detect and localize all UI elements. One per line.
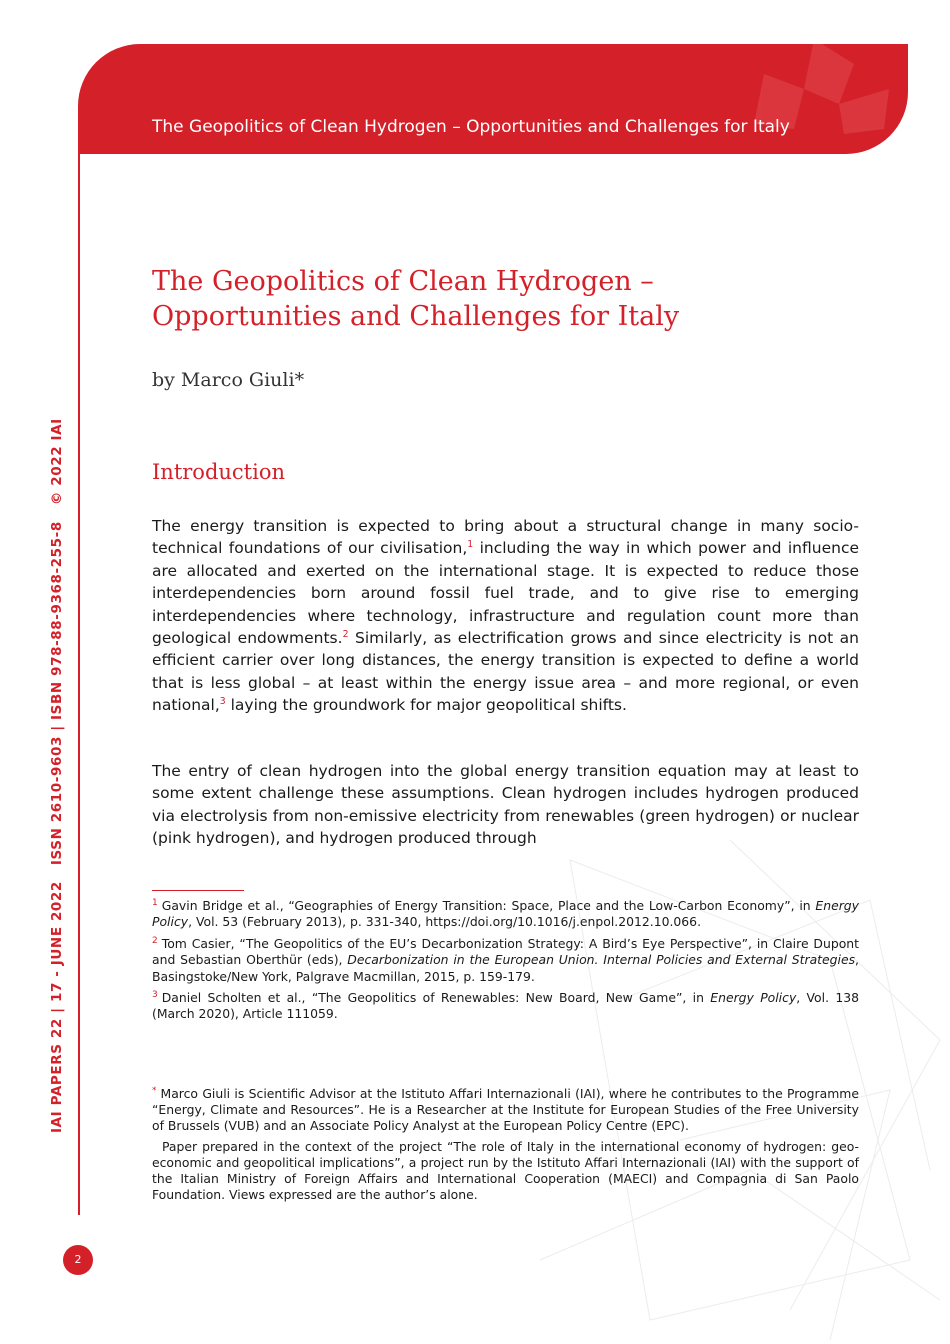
paragraph-2: The entry of clean hydrogen into the global energy transition equation may at least to some extent challenge these assumptions. Clean hydrogen includes hydrogen produced via electrolysis from non-emissive electricity from renewables (green hydrogen) or nuclear (pink hydrogen), and hydrogen produced through bbox=[152, 762, 859, 848]
footnotes bbox=[152, 898, 859, 1028]
running-header: The Geopolitics of Clean Hydrogen – Opportunities and Challenges for Italy bbox=[152, 117, 790, 137]
side-strip bbox=[49, 418, 71, 1133]
project-note: Paper prepared in the context of the project “The role of Italy in the international economy of hydrogen: geo-economic and geopolitical implications”, a project run by the Istituto Affari Internazionali (IAI) with the support of the Italian Ministry of Foreign Affairs and International Cooperation (MAECI) and Compagnia di San Paolo Foundation. Views expressed are the author’s alone. bbox=[152, 1138, 859, 1203]
article-title bbox=[152, 264, 752, 334]
text-run: including the way in which power and influence are allocated and exerted on the international stage. It is expected to reduce those interdependencies born around fossil fuel trade, and to give rise to emerging interdependencies where technology, infrastructure and regulation count more than geological endowments. bbox=[152, 539, 859, 648]
author-notes bbox=[152, 1086, 859, 1207]
footnote-number: 1 bbox=[152, 897, 158, 908]
issn-isbn: ISSN 2610-9603 | ISBN 978-88-9368-255-8 bbox=[49, 521, 65, 866]
series-info: IAI PAPERS 22 | 17 - JUNE 2022 bbox=[49, 881, 65, 1133]
footnote-text: , Vol. 138 (March 2020), Article 111059. bbox=[152, 990, 859, 1022]
author-bio-text: Marco Giuli is Scientific Advisor at the Istituto Affari Internazionali (IAI), where he contributes to the Programme “Energy, Climate and Resources”. He is a Researcher at the Institute for European Studies of the Free University of Brussels (VUB) and an Associate Policy Analyst at the European Policy Centre (EPC). bbox=[152, 1086, 859, 1134]
text-run: laying the groundwork for major geopolitical shifts. bbox=[225, 696, 627, 715]
copyright: © 2022 IAI bbox=[49, 418, 65, 506]
paragraph-1 bbox=[152, 515, 859, 717]
footnote-ref-2[interactable]: 2 bbox=[342, 628, 349, 640]
footnote-ref-1[interactable]: 1 bbox=[467, 539, 474, 551]
footnote-italic: Decarbonization in the European Union. Internal Policies and External Strategies bbox=[347, 952, 856, 968]
footnote-text: Daniel Scholten et al., “The Geopolitics of Renewables: New Board, New Game”, in bbox=[161, 990, 711, 1006]
author-bio bbox=[152, 1086, 859, 1135]
footnote-text: Tom Casier, “The Geopolitics of the EU’s Decarbonization Strategy: A Bird’s Eye Perspective”, in Claire Dupont and Sebastian Oberthür (eds), bbox=[152, 935, 859, 968]
footnote-italic: Energy Policy bbox=[710, 990, 797, 1006]
footnote-2 bbox=[152, 936, 859, 985]
text-run: The energy transition is expected to bring about a structural change in many socio-technical foundations of our civilisation, bbox=[152, 517, 859, 558]
page-number: 2 bbox=[63, 1245, 93, 1275]
section-heading: Introduction bbox=[152, 460, 285, 484]
header-banner bbox=[78, 44, 908, 154]
footnote-3 bbox=[152, 990, 859, 1023]
footnote-text: , Basingstoke/New York, Palgrave Macmillan, 2015, p. 159-179. bbox=[152, 952, 859, 984]
footnote-number: 3 bbox=[152, 989, 158, 1000]
title-line-2: Opportunities and Challenges for Italy bbox=[152, 301, 680, 332]
text-run: Similarly, as electrification grows and since electricity is not an efficient carrier over long distances, the energy transition is expected to define a world that is less global – at least within the energy issue area – and more regional, or even national, bbox=[152, 629, 859, 715]
footnote-ref-3[interactable]: 3 bbox=[219, 696, 226, 708]
footnote-divider bbox=[152, 890, 244, 891]
footnote-text: Gavin Bridge et al., “Geographies of Energy Transition: Space, Place and the Low-Carbon Economy”, in bbox=[161, 898, 816, 913]
footnote-italic: Energy Policy bbox=[152, 898, 859, 930]
asterisk-marker: * bbox=[152, 1085, 157, 1096]
footnote-text: , Vol. 53 (February 2013), p. 331-340, https://doi.org/10.1016/j.enpol.2012.10.066. bbox=[188, 914, 702, 930]
title-line-1: The Geopolitics of Clean Hydrogen – bbox=[152, 266, 654, 297]
footnote-1 bbox=[152, 898, 859, 931]
footnote-number: 2 bbox=[152, 935, 158, 946]
author-byline: by Marco Giuli* bbox=[152, 369, 305, 391]
side-rule bbox=[78, 150, 80, 1215]
